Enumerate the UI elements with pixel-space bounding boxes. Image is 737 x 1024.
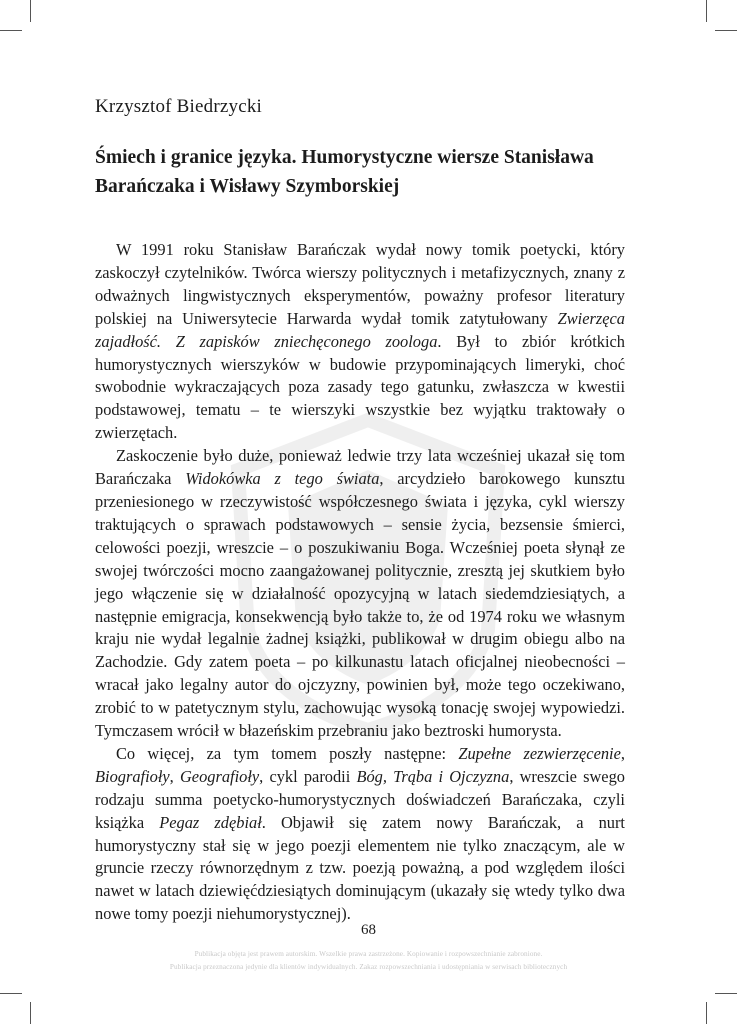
italic-title-run: Biografioły xyxy=(95,766,170,786)
italic-title-run: Bóg, Trąba i Ojczyzna xyxy=(356,766,510,786)
text-run: , arcydzieło barokowego kunsztu przeniesionego w rzeczywistość współczesnego świata i języka, cykl wierszy traktujących o sprawach podstawowych – sensie życia, bezsensie śmierci, celowości poezji, wreszcie – o poszukiwaniu Boga. Wcześniej poeta słynął ze swojej twórczości mocno zaangażowanej politycznie, zresztą jej skutkiem było jego włączenie się w działalność opozycyjną w latach siedemdziesiątych, a następnie emigracja, konsekwencją było także to, że od 1974 roku we własnym kraju nie wydał legalnie żadnej książki, publikował w drugim obiegu albo na Zachodzie. Gdy zatem poeta – po kilkunastu latach oficjalnej nieobecności – wracał jako legalny autor do ojczyzny, powinien był, może tego oczekiwano, zrobić to w patetycznym stylu, zachowując wysoką tonację swojej wypowiedzi. Tymczasem wrócił w błazeńskim przebraniu jako beztroski humorysta. xyxy=(95,469,625,741)
crop-mark xyxy=(715,993,737,994)
article-body xyxy=(95,239,625,926)
italic-title-run: Geografioły xyxy=(179,766,260,786)
italic-title-run: Zupełne zezwierzęcenie xyxy=(458,743,621,763)
text-run: Co więcej, za tym tomem poszły następne: xyxy=(116,743,459,763)
text-run: , wreszcie swego rodzaju summa poetycko-humorystycznych doświadczeń Barańczaka, czyli książka xyxy=(95,766,625,832)
article-title: Śmiech i granice języka. Humorystyczne wiersze Stanisława Barańczaka i Wisławy Szymborskiej xyxy=(95,147,594,197)
page-number: 68 xyxy=(361,922,376,938)
copyright-notice: Publikacja przeznaczona jedynie dla klientów indywidualnych. Zakaz rozpowszechniania i udostępniania w serwisach bibliotecznych xyxy=(169,963,568,971)
text-run: . Objawił się zatem nowy Barańczak, a nurt humorystyczny stał się w jego poezji elementem nie tylko znaczącym, ale w gruncie rzeczy równorzędnym z tzw. poezją poważną, a pod względem ilości nawet w latach dziewięćdziesiątych dominującym (ukazały się wtedy tylko dwa nowe tomy poezji niehumorystycznej). xyxy=(95,812,625,924)
text-run: . Był to zbiór krótkich humorystycznych wierszyków w budowie przypominających limeryki, choć swobodnie wykraczających poza zasady tego gatunku, zwłaszcza w kwestii podstawowej, tematu – te wierszyki wszystkie bez wyjątku traktowały o zwierzętach. xyxy=(95,331,625,443)
text-run: , xyxy=(620,743,625,763)
crop-mark xyxy=(706,0,707,22)
crop-mark xyxy=(715,30,737,31)
text-run: W 1991 roku Stanisław Barańczak wydał nowy tomik poetycki, który zaskoczył czytelników. Twórca wierszy politycznych i metafizycznych, znany z odważnych lingwistycznych eksperymentów, poważny profesor literatury polskiej na Uniwersytecie Harwarda wydał tomik zatytułowany xyxy=(95,240,625,328)
crop-mark xyxy=(706,1002,707,1024)
copyright-notice: Publikacja objęta jest prawem autorskim. Wszelkie prawa zastrzeżone. Kopiowanie i rozpowszechnianie zabronione. xyxy=(194,950,543,958)
author-name: Krzysztof Biedrzycki xyxy=(95,96,263,117)
text-run: , cykl parodii xyxy=(259,766,357,786)
crop-mark xyxy=(30,1002,31,1024)
body-paragraph xyxy=(95,743,625,926)
body-paragraph xyxy=(95,445,625,743)
crop-mark xyxy=(30,0,31,22)
body-paragraph xyxy=(95,239,625,445)
text-run: , xyxy=(169,766,180,786)
italic-title-run: Pegaz zdębiał xyxy=(159,812,262,832)
crop-mark xyxy=(0,30,22,31)
italic-title-run: Widokówka z tego świata xyxy=(185,469,380,489)
italic-title-run: Zwierzęca zajadłość. Z zapisków zniechęconego zoologa xyxy=(95,308,625,351)
crop-mark xyxy=(0,993,22,994)
text-run: Zaskoczenie było duże, ponieważ ledwie trzy lata wcześniej ukazał się tom Barańczaka xyxy=(95,446,625,489)
